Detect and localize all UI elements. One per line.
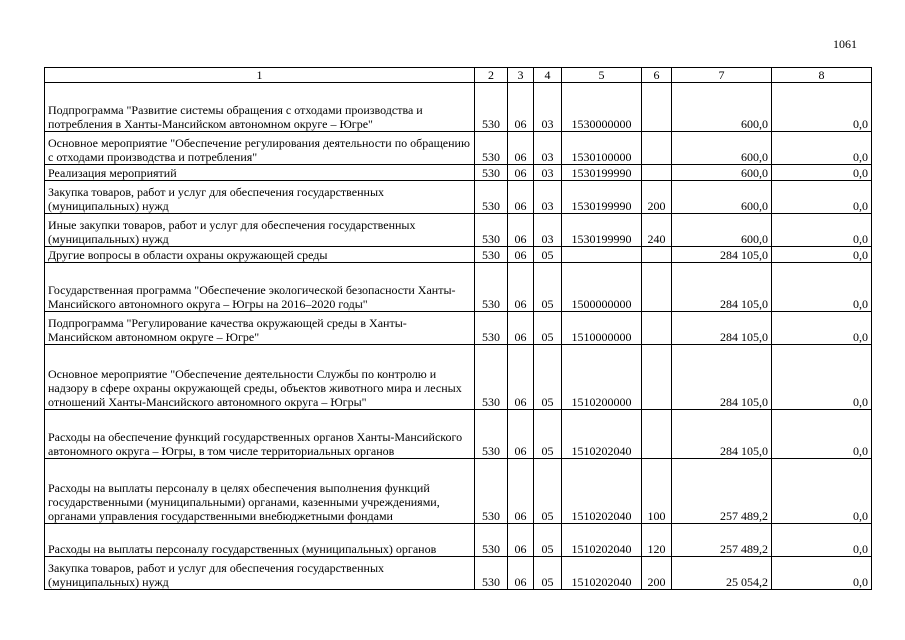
code-target-cell: 1530199990 — [562, 181, 642, 214]
row-name-cell: Расходы на обеспечение функций государственных органов Ханты-Мансийского автономного округа – Югры, в том числе территориальных органов — [45, 410, 475, 459]
code-section-cell: 06 — [508, 247, 534, 263]
code-subsection-cell: 05 — [534, 410, 562, 459]
table-row — [45, 312, 872, 345]
code-subsection-cell: 05 — [534, 459, 562, 524]
code-admin-cell: 530 — [475, 557, 508, 590]
code-section-cell: 06 — [508, 263, 534, 312]
code-subsection-cell: 05 — [534, 312, 562, 345]
code-target-cell: 1510202040 — [562, 410, 642, 459]
column-header-5: 5 — [562, 68, 642, 83]
row-name-cell: Основное мероприятие "Обеспечение деятельности Службы по контролю и надзору в сфере охраны окружающей среды, объектов животного мира и лесных отношений Ханты-Мансийского автономного округа – Югры" — [45, 345, 475, 410]
code-admin-cell: 530 — [475, 83, 508, 132]
row-name-cell: Основное мероприятие "Обеспечение регулирования деятельности по обращению с отходами производства и потребления" — [45, 132, 475, 165]
code-expense-type-cell: 100 — [642, 459, 672, 524]
code-section-cell: 06 — [508, 345, 534, 410]
column-header-1: 1 — [45, 68, 475, 83]
amount-change-cell: 0,0 — [772, 524, 872, 557]
code-section-cell: 06 — [508, 181, 534, 214]
table-row — [45, 459, 872, 524]
code-target-cell: 1500000000 — [562, 263, 642, 312]
table-row — [45, 247, 872, 263]
code-section-cell: 06 — [508, 83, 534, 132]
code-section-cell: 06 — [508, 524, 534, 557]
code-target-cell: 1510200000 — [562, 345, 642, 410]
amount-change-cell: 0,0 — [772, 410, 872, 459]
code-target-cell: 1530000000 — [562, 83, 642, 132]
code-section-cell: 06 — [508, 459, 534, 524]
row-name-cell: Государственная программа "Обеспечение экологической безопасности Ханты-Мансийского автономного округа – Югры на 2016–2020 годы" — [45, 263, 475, 312]
code-target-cell: 1530199990 — [562, 214, 642, 247]
row-name-cell: Другие вопросы в области охраны окружающей среды — [45, 247, 475, 263]
table-row — [45, 263, 872, 312]
code-admin-cell: 530 — [475, 214, 508, 247]
column-header-4: 4 — [534, 68, 562, 83]
amount-change-cell: 0,0 — [772, 557, 872, 590]
code-section-cell: 06 — [508, 132, 534, 165]
code-subsection-cell: 05 — [534, 247, 562, 263]
code-admin-cell: 530 — [475, 132, 508, 165]
code-subsection-cell: 03 — [534, 165, 562, 181]
code-target-cell: 1530100000 — [562, 132, 642, 165]
column-header-2: 2 — [475, 68, 508, 83]
row-name-cell: Расходы на выплаты персоналу государственных (муниципальных) органов — [45, 524, 475, 557]
table-row — [45, 83, 872, 132]
code-expense-type-cell — [642, 263, 672, 312]
code-subsection-cell: 03 — [534, 181, 562, 214]
table-header-row — [45, 68, 872, 83]
row-name-cell: Подпрограмма "Развитие системы обращения с отходами производства и потребления в Ханты-Мансийском автономном округе – Югре" — [45, 83, 475, 132]
code-admin-cell: 530 — [475, 312, 508, 345]
code-admin-cell: 530 — [475, 181, 508, 214]
code-subsection-cell: 03 — [534, 214, 562, 247]
code-expense-type-cell: 120 — [642, 524, 672, 557]
code-subsection-cell: 05 — [534, 263, 562, 312]
amount-change-cell: 0,0 — [772, 459, 872, 524]
code-section-cell: 06 — [508, 214, 534, 247]
code-admin-cell: 530 — [475, 410, 508, 459]
code-target-cell: 1510202040 — [562, 459, 642, 524]
code-section-cell: 06 — [508, 312, 534, 345]
code-expense-type-cell: 200 — [642, 181, 672, 214]
code-expense-type-cell — [642, 312, 672, 345]
code-section-cell: 06 — [508, 557, 534, 590]
amount-cell: 600,0 — [672, 165, 772, 181]
amount-cell: 284 105,0 — [672, 247, 772, 263]
code-admin-cell: 530 — [475, 165, 508, 181]
code-target-cell: 1510202040 — [562, 524, 642, 557]
code-section-cell: 06 — [508, 410, 534, 459]
amount-cell: 600,0 — [672, 214, 772, 247]
amount-cell: 257 489,2 — [672, 459, 772, 524]
table-row — [45, 345, 872, 410]
code-subsection-cell: 05 — [534, 524, 562, 557]
code-subsection-cell: 05 — [534, 557, 562, 590]
table-row — [45, 165, 872, 181]
row-name-cell: Расходы на выплаты персоналу в целях обеспечения выполнения функций государственными (муниципальными) органами, казенными учреждениями, органами управления государственными внебюджетными фондами — [45, 459, 475, 524]
amount-cell: 600,0 — [672, 83, 772, 132]
code-target-cell: 1530199990 — [562, 165, 642, 181]
table-row — [45, 214, 872, 247]
code-expense-type-cell — [642, 247, 672, 263]
row-name-cell: Иные закупки товаров, работ и услуг для обеспечения государственных (муниципальных) нужд — [45, 214, 475, 247]
amount-cell: 284 105,0 — [672, 312, 772, 345]
code-admin-cell: 530 — [475, 524, 508, 557]
amount-change-cell: 0,0 — [772, 132, 872, 165]
row-name-cell: Реализация мероприятий — [45, 165, 475, 181]
amount-change-cell: 0,0 — [772, 214, 872, 247]
table-row — [45, 524, 872, 557]
budget-table — [44, 67, 872, 590]
code-expense-type-cell — [642, 345, 672, 410]
column-header-7: 7 — [672, 68, 772, 83]
code-expense-type-cell: 240 — [642, 214, 672, 247]
table-row — [45, 181, 872, 214]
code-target-cell: 1510000000 — [562, 312, 642, 345]
code-subsection-cell: 05 — [534, 345, 562, 410]
code-expense-type-cell — [642, 410, 672, 459]
amount-change-cell: 0,0 — [772, 247, 872, 263]
amount-cell: 284 105,0 — [672, 345, 772, 410]
row-name-cell: Закупка товаров, работ и услуг для обеспечения государственных (муниципальных) нужд — [45, 181, 475, 214]
amount-cell: 600,0 — [672, 181, 772, 214]
amount-cell: 600,0 — [672, 132, 772, 165]
page-number: 1061 — [833, 37, 857, 51]
amount-cell: 284 105,0 — [672, 263, 772, 312]
code-subsection-cell: 03 — [534, 83, 562, 132]
code-admin-cell: 530 — [475, 459, 508, 524]
table-row — [45, 410, 872, 459]
amount-change-cell: 0,0 — [772, 83, 872, 132]
amount-change-cell: 0,0 — [772, 165, 872, 181]
row-name-cell: Подпрограмма "Регулирование качества окружающей среды в Ханты-Мансийском автономном округе – Югре" — [45, 312, 475, 345]
code-expense-type-cell: 200 — [642, 557, 672, 590]
amount-change-cell: 0,0 — [772, 263, 872, 312]
amount-cell: 25 054,2 — [672, 557, 772, 590]
amount-change-cell: 0,0 — [772, 181, 872, 214]
code-section-cell: 06 — [508, 165, 534, 181]
code-admin-cell: 530 — [475, 345, 508, 410]
column-header-8: 8 — [772, 68, 872, 83]
table-row — [45, 557, 872, 590]
amount-cell: 257 489,2 — [672, 524, 772, 557]
code-expense-type-cell — [642, 132, 672, 165]
column-header-3: 3 — [508, 68, 534, 83]
amount-cell: 284 105,0 — [672, 410, 772, 459]
code-target-cell: 1510202040 — [562, 557, 642, 590]
code-admin-cell: 530 — [475, 247, 508, 263]
amount-change-cell: 0,0 — [772, 312, 872, 345]
table-row — [45, 132, 872, 165]
amount-change-cell: 0,0 — [772, 345, 872, 410]
code-expense-type-cell — [642, 83, 672, 132]
code-admin-cell: 530 — [475, 263, 508, 312]
row-name-cell: Закупка товаров, работ и услуг для обеспечения государственных (муниципальных) нужд — [45, 557, 475, 590]
code-expense-type-cell — [642, 165, 672, 181]
code-target-cell — [562, 247, 642, 263]
column-header-6: 6 — [642, 68, 672, 83]
code-subsection-cell: 03 — [534, 132, 562, 165]
